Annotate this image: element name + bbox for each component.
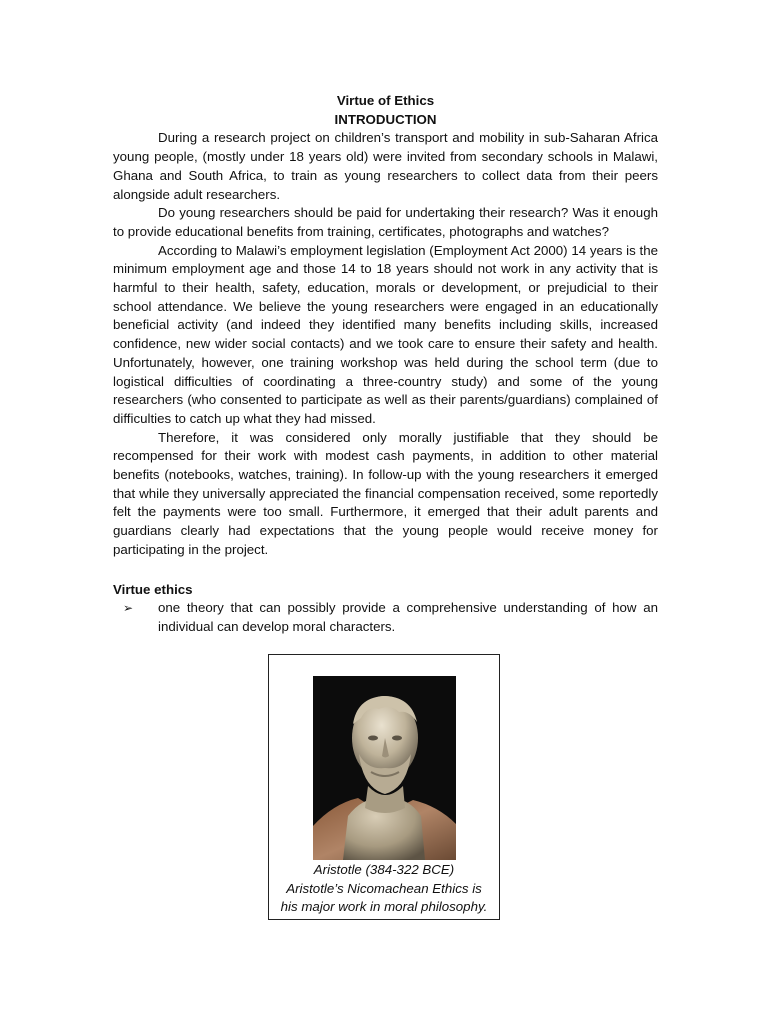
caption-line-2: Aristotle’s Nicomachean Ethics is [286, 880, 482, 896]
paragraph-4: Therefore, it was considered only morally justifiable that they should be recompensed for their work with modest cash payments, in addition to other material benefits (notebooks, watches, training). In follow-up with the young researchers it emerged that while they universally appreciated the financial compensation received, some reportedly felt the payments were too small. Furthermore, it emerged that their adult parents and guardians clearly had expectations that the young people would receive money for participating in the project. [113, 429, 658, 557]
paragraph-1: During a research project on children’s transport and mobility in sub-Saharan Africa young people, (mostly under 18 years old) were invited from secondary schools in Malawi, Ghana and South Africa, to train as young researchers to collect data from their peers alongside adult researchers. [113, 130, 658, 202]
caption-line-3: his major work in moral philosophy. [280, 899, 488, 915]
arrow-bullet-icon: ➢ [123, 601, 134, 616]
section-title-introduction: INTRODUCTION [334, 111, 437, 127]
bullet-item [113, 599, 658, 636]
bullet-text: one theory that can possibly provide a comprehensive understanding of how an individual can develop moral characters. [158, 600, 658, 634]
document-body [113, 92, 658, 637]
aristotle-bust-image [313, 676, 456, 860]
caption-line-1: Aristotle (384-322 BCE) [313, 862, 455, 877]
figure-caption [269, 861, 499, 917]
paragraph-3: According to Malawi’s employment legislation (Employment Act 2000) 14 years is the minimum employment age and those 14 to 18 years should not work in any activity that is harmful to their health, safety, education, morals or development, or prejudicial to their school attendance. We believe the young researchers were engaged in an educationally beneficial activity (and indeed they identified many benefits including skills, increased confidence, new wider social contacts) and we took care to ensure their safety and health. Unfortunately, however, one training workshop was held during the school term (due to logistical difficulties of coordinating a three-country study) and some of the young researchers (who consented to participate as well as their parents/guardians) complained of difficulties to catch up what they had missed. [113, 242, 658, 426]
section-heading-virtue-ethics: Virtue ethics [113, 581, 193, 597]
document-title: Virtue of Ethics [336, 93, 435, 108]
paragraph-2: Do young researchers should be paid for undertaking their research? Was it enough to provide educational benefits from training, certificates, photographs and watches? [113, 205, 658, 239]
figure-box [268, 654, 500, 920]
